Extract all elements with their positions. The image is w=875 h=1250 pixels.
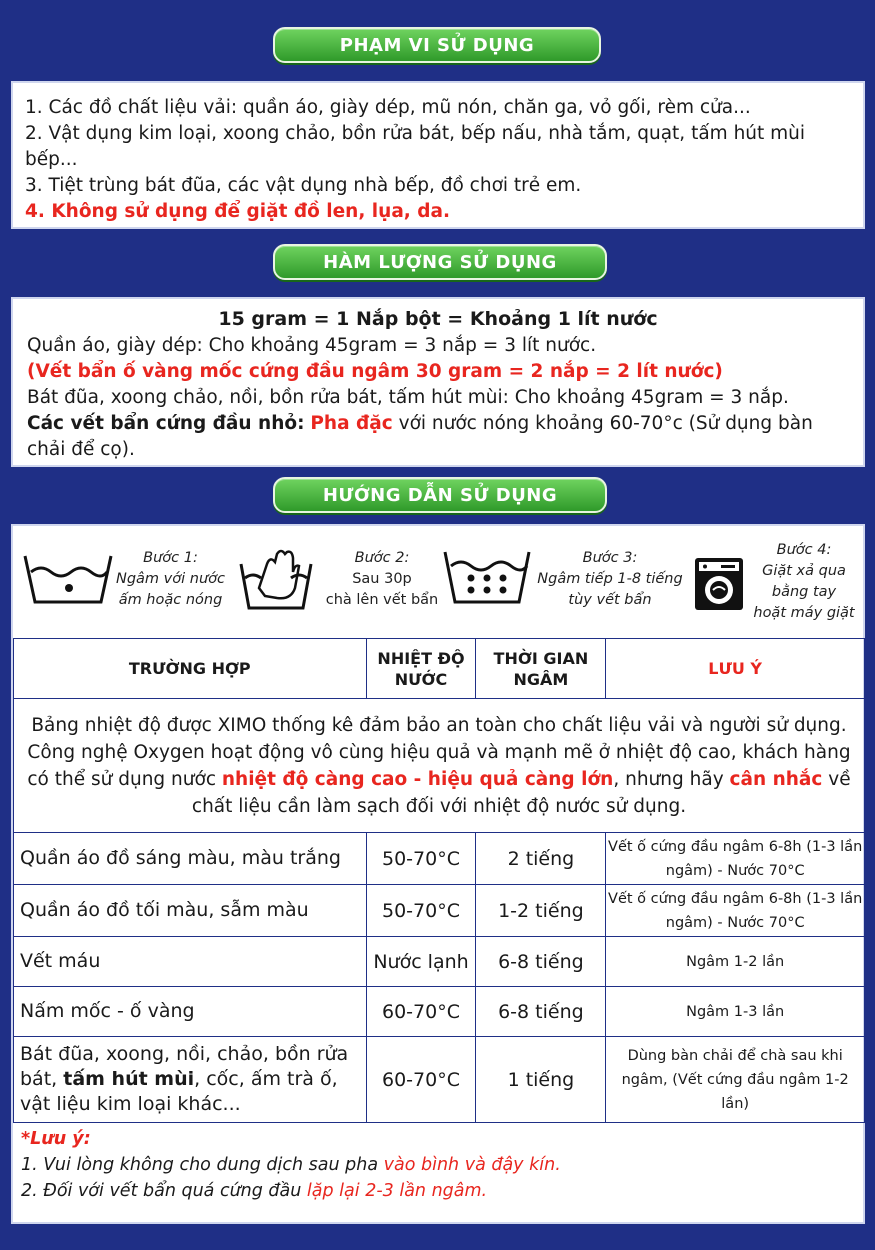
step-2-text1: Sau 30p — [352, 571, 412, 587]
hand-wash-icon — [237, 544, 315, 614]
dosage-headline: 15 gram = 1 Nắp bột = Khoảng 1 lít nước — [218, 308, 658, 330]
footnote-title: *Lưu ý: — [21, 1129, 91, 1149]
step-4 — [691, 526, 863, 642]
dosage-line-small-stains — [27, 411, 849, 463]
dosage-box — [11, 297, 865, 467]
scope-item-4-warning: 4. Không sử dụng để giặt đồ len, lụa, da. — [25, 201, 451, 222]
footnote-2-highlight: lặp lại 2-3 lần ngâm. — [306, 1181, 488, 1201]
step-3-caption — [533, 548, 687, 611]
soak-basin-dots-icon — [441, 546, 533, 610]
row-4-time: 6-8 tiếng — [476, 987, 606, 1037]
guide-section-title: HƯỚNG DẪN SỬ DỤNG — [273, 477, 607, 513]
row-1-note: Vết ố cứng đầu ngâm 6-8h (1-3 lần ngâm) - Nước 70°C — [606, 833, 865, 885]
footnote-1-text: 1. Vui lòng không cho dung dịch sau pha — [21, 1155, 384, 1175]
footnote-2 — [21, 1178, 561, 1204]
header-time: THỜI GIAN NGÂM — [476, 639, 606, 699]
table-row — [14, 937, 865, 987]
dosage-line-stain: (Vết bẩn ố vàng mốc cứng đầu ngâm 30 gram = 2 nắp = 2 lít nước) — [27, 361, 723, 382]
scope-section-title: PHẠM VI SỬ DỤNG — [273, 27, 601, 63]
row-2-note: Vết ố cứng đầu ngâm 6-8h (1-3 lần ngâm) - Nước 70°C — [606, 885, 865, 937]
step-3-text1: Ngâm tiếp 1-8 tiếng — [537, 571, 683, 587]
step-1-text1: Ngâm với nước — [116, 571, 225, 587]
table-row — [14, 833, 865, 885]
step-2-text2: chà lên vết bẩn — [325, 592, 439, 608]
step-1-label: Bước 1: — [143, 550, 198, 566]
washing-machine-icon — [693, 556, 745, 612]
row-3-note: Ngâm 1-2 lần — [606, 937, 865, 987]
footnote — [21, 1126, 561, 1204]
row-5-note: Dùng bàn chải để chà sau khi ngâm, (Vết cứng đầu ngâm 1-2 lần) — [606, 1037, 865, 1123]
small-stains-rest: với nước nóng khoảng 60-70°c (Sử dụng bàn chải để cọ). — [27, 413, 813, 460]
footnote-1-highlight: vào bình và đậy kín. — [383, 1155, 561, 1175]
table-row — [14, 1037, 865, 1123]
table-intro — [14, 699, 865, 833]
usage-table — [13, 638, 865, 1123]
intro-highlight-1: nhiệt độ càng cao - hiệu quả càng lớn — [221, 768, 614, 790]
intro-text-2: , nhưng hãy — [613, 768, 730, 790]
row-1-case: Quần áo đồ sáng màu, màu trắng — [14, 833, 367, 885]
row-5-case-a: Bát đũa, xoong, nồi, chảo, bồn rửa bát, — [20, 1043, 349, 1090]
scope-item-1: 1. Các đồ chất liệu vải: quần áo, giày dép, mũ nón, chăn ga, vỏ gối, rèm cửa... — [25, 97, 751, 118]
dosage-line-clothes: Quần áo, giày dép: Cho khoảng 45gram = 3 nắp = 3 lít nước. — [27, 335, 597, 356]
step-1 — [13, 526, 228, 642]
row-4-temp: 60-70°C — [366, 987, 476, 1037]
row-3-temp: Nước lạnh — [366, 937, 476, 987]
small-stains-concentrate: Pha đặc — [310, 413, 393, 434]
soak-basin-icon — [21, 550, 115, 610]
scope-item-3: 3. Tiệt trùng bát đũa, các vật dụng nhà bếp, đồ chơi trẻ em. — [25, 175, 582, 196]
steps-row — [13, 526, 863, 642]
step-4-text3: hoặt máy giặt — [753, 605, 855, 621]
row-3-time: 6-8 tiếng — [476, 937, 606, 987]
row-5-temp: 60-70°C — [366, 1037, 476, 1123]
step-3-label: Bước 3: — [582, 550, 638, 566]
scope-box — [11, 81, 865, 229]
intro-highlight-2: cân nhắc — [729, 768, 823, 790]
step-3-text2: tùy vết bẩn — [568, 592, 652, 608]
footnote-1 — [21, 1152, 561, 1178]
intro-text-3: về chất liệu cần làm sạch đối với nhiệt độ nước sử dụng. — [191, 768, 851, 817]
row-5-case-b: , cốc, ấm trà ố, vật liệu kim loại khác... — [20, 1068, 338, 1115]
table-intro-row — [14, 699, 865, 833]
intro-text-1: Bảng nhiệt độ được XIMO thống kê đảm bảo an toàn cho chất liệu vải và người sử dụng. Công nghệ Oxygen hoạt động vô cùng hiệu quả và mạnh mẽ ở nhiệt độ cao, khách hàng có thể sử dụng nước — [27, 714, 851, 790]
step-1-caption — [113, 548, 228, 611]
table-row — [14, 987, 865, 1037]
step-2-caption — [317, 548, 447, 611]
step-2-label: Bước 2: — [354, 550, 410, 566]
step-4-label: Bước 4: — [776, 542, 832, 558]
step-2 — [233, 526, 448, 642]
row-4-note: Ngâm 1-3 lần — [606, 987, 865, 1037]
row-5-case-bold: tấm hút mùi — [63, 1068, 195, 1090]
step-3 — [437, 526, 687, 642]
small-stains-label: Các vết bẩn cứng đầu nhỏ: — [27, 413, 305, 434]
row-2-case: Quần áo đồ tối màu, sẫm màu — [14, 885, 367, 937]
scope-item-2: 2. Vật dụng kim loại, xoong chảo, bồn rửa bát, bếp nấu, nhà tắm, quạt, tấm hút mùi bếp... — [25, 123, 806, 170]
footnote-2-text: 2. Đối với vết bẩn quá cứng đầu — [21, 1181, 307, 1201]
row-5-case — [14, 1037, 367, 1123]
table-row — [14, 885, 865, 937]
guide-box — [11, 524, 865, 1224]
row-5-time: 1 tiếng — [476, 1037, 606, 1123]
table-header-row — [14, 639, 865, 699]
dosage-line-dishes: Bát đũa, xoong chảo, nồi, bồn rửa bát, tấm hút mùi: Cho khoảng 45gram = 3 nắp. — [27, 387, 789, 408]
header-case: TRƯỜNG HỢP — [14, 639, 367, 699]
row-1-temp: 50-70°C — [366, 833, 476, 885]
header-temp: NHIỆT ĐỘ NƯỚC — [366, 639, 476, 699]
row-3-case: Vết máu — [14, 937, 367, 987]
dosage-section-title: HÀM LƯỢNG SỬ DỤNG — [273, 244, 607, 280]
row-2-time: 1-2 tiếng — [476, 885, 606, 937]
header-note: LƯU Ý — [606, 639, 865, 699]
row-1-time: 2 tiếng — [476, 833, 606, 885]
row-2-temp: 50-70°C — [366, 885, 476, 937]
step-1-text2: ấm hoặc nóng — [118, 592, 223, 608]
step-4-text1: Giặt xả qua — [762, 563, 846, 579]
step-4-text2: bằng tay — [771, 584, 837, 600]
step-4-caption — [745, 540, 863, 624]
row-4-case: Nấm mốc - ố vàng — [14, 987, 367, 1037]
